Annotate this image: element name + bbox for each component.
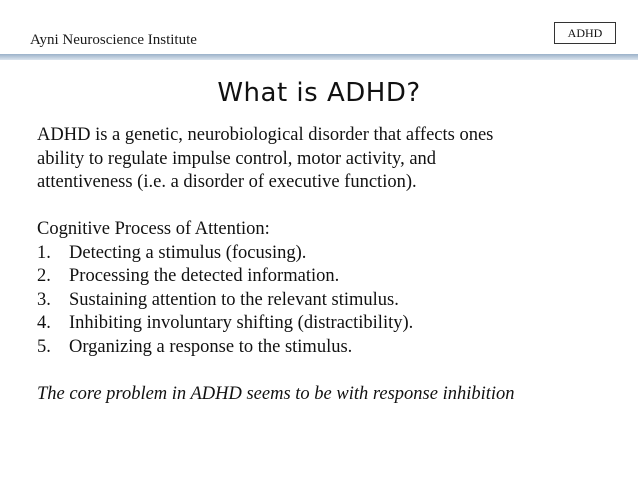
spacer [37, 195, 617, 219]
list-text: Inhibiting involuntary shifting (distractibility). [69, 313, 414, 333]
definition-line: ability to regulate impulse control, motor activity, and [37, 148, 437, 169]
list-item [37, 289, 617, 313]
spacer [37, 359, 617, 383]
list-number: 2. [37, 266, 51, 286]
list-text: Sustaining attention to the relevant stimulus. [69, 289, 399, 310]
attention-heading: Cognitive Process of Attention: [37, 219, 270, 239]
list-number: 1. [37, 242, 51, 263]
list-text: Processing the detected information. [69, 266, 340, 286]
slide-body [37, 124, 617, 406]
list-text: Detecting a stimulus (focusing). [69, 242, 307, 263]
definition-line: ADHD is a genetic, neurobiological disorder that affects ones [37, 125, 494, 145]
definition-line: attentiveness (i.e. a disorder of executive function). [37, 172, 417, 192]
list-item [37, 265, 617, 289]
topic-tag: ADHD [554, 22, 616, 44]
list-number: 4. [37, 313, 51, 333]
list-number: 5. [37, 336, 51, 357]
list-text: Organizing a response to the stimulus. [69, 336, 353, 357]
list-item [37, 312, 617, 336]
list-number: 3. [37, 289, 51, 310]
institute-name: Ayni Neuroscience Institute [30, 32, 197, 48]
attention-list [37, 242, 617, 360]
slide-title: What is ADHD? [217, 78, 421, 108]
closing-statement: The core problem in ADHD seems to be with response inhibition [37, 383, 515, 404]
list-item [37, 242, 617, 266]
header-rule [0, 54, 638, 60]
list-item [37, 336, 617, 360]
definition-paragraph [37, 124, 617, 195]
